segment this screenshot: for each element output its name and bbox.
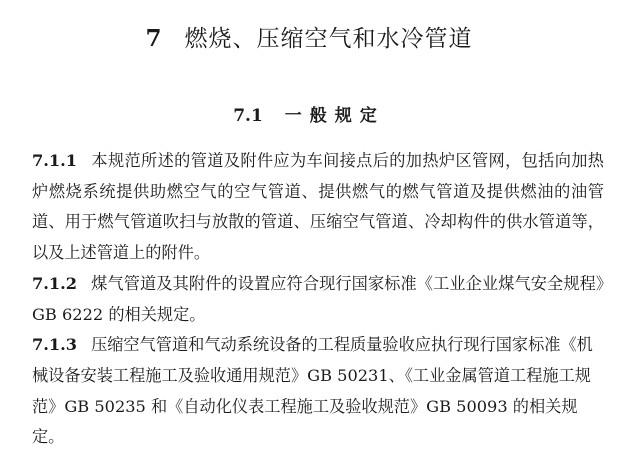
clause-7-1-3 bbox=[32, 330, 604, 453]
section-title: 一般规定 bbox=[284, 106, 385, 126]
clause-text: 压缩空气管道和气动系统设备的工程质量验收应执行现行国家标准《机械设备安装工程施工及验收通用规范》GB 50231、《工业金属管道工程施工规范》GB 50235 和《自动化仪表工程施工及验收规范》GB 50093 的相关规定。 bbox=[32, 335, 593, 447]
clause-7-1-2 bbox=[32, 269, 604, 330]
section-number: 7.1 bbox=[233, 106, 263, 126]
clause-text: 本规范所述的管道及附件应为车间接点后的加热炉区管网，包括向加热炉燃烧系统提供助燃空气的空气管道、提供燃气的燃气管道及提供燃油的油管道、用于燃气管道吹扫与放散的管道、压缩空气管道、冷却构件的供水管道等，以及上述管道上的附件。 bbox=[32, 151, 604, 263]
chapter-heading bbox=[0, 20, 618, 53]
clause-7-1-1 bbox=[32, 146, 604, 269]
clause-text: 煤气管道及其附件的设置应符合现行国家标准《工业企业煤气安全规程》GB 6222 的相关规定。 bbox=[32, 273, 604, 324]
section-heading bbox=[0, 101, 618, 126]
clause-number: 7.1.2 bbox=[32, 273, 78, 293]
clause-number: 7.1.3 bbox=[32, 335, 78, 355]
clause-number: 7.1.1 bbox=[32, 151, 78, 170]
chapter-title: 燃烧、压缩空气和水冷管道 bbox=[184, 26, 473, 52]
clause-list bbox=[32, 146, 604, 453]
chapter-number: 7 bbox=[145, 25, 163, 52]
